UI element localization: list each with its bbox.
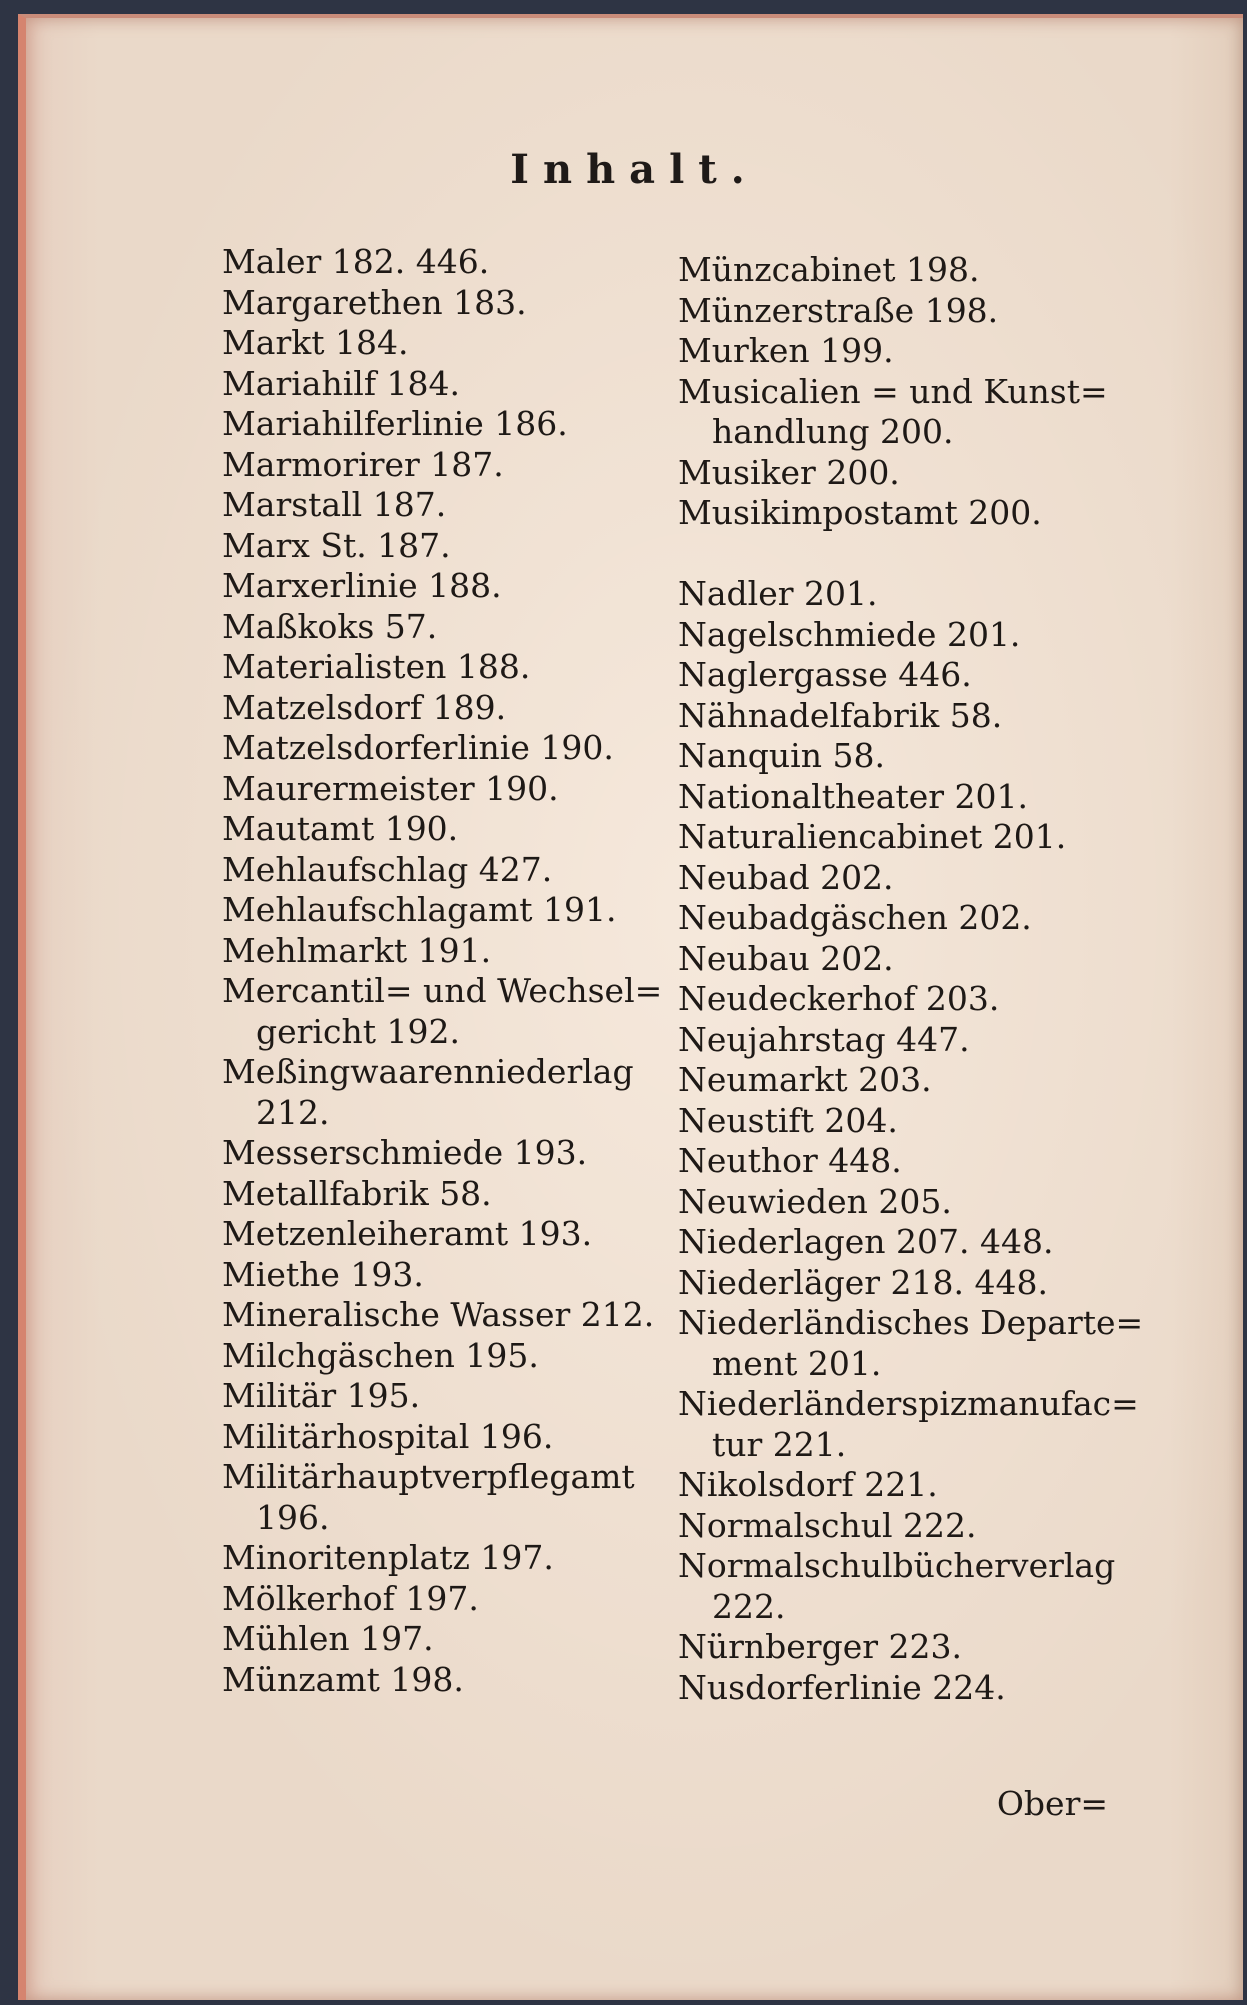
index-entry: Metzenleiheramt 193. xyxy=(222,1214,593,1253)
index-entry-continuation: 196. xyxy=(256,1497,330,1537)
index-column-left xyxy=(222,242,692,1700)
index-entry-continuation: ment 201. xyxy=(712,1343,882,1383)
index-entry: Milchgäschen 195. xyxy=(222,1335,539,1375)
index-entry: Nagelschmiede 201. xyxy=(678,614,1021,654)
index-entry: Mautamt 190. xyxy=(222,809,459,848)
index-entry: Mehlaufschlagamt 191. xyxy=(222,890,617,929)
index-entry: Maler 182. 446. xyxy=(222,242,490,281)
section-gap xyxy=(678,534,1148,575)
index-entry: Matzelsdorferlinie 190. xyxy=(222,728,614,767)
index-entry-continuation: 212. xyxy=(256,1092,330,1132)
index-entry: Normalschulbücherverlag xyxy=(678,1546,1116,1585)
index-entry: Murken 199. xyxy=(678,331,894,370)
index-entry: Nürnberger 223. xyxy=(678,1627,962,1666)
index-entry: Maßkoks 57. xyxy=(222,606,438,646)
index-entry-continuation: handlung 200. xyxy=(712,412,954,451)
index-entry: Marxerlinie 188. xyxy=(222,566,502,605)
index-entry: Metallfabrik 58. xyxy=(222,1173,492,1213)
index-entry: Nanquin 58. xyxy=(678,736,885,775)
index-entry: Niederläger 218. 448. xyxy=(678,1262,1048,1302)
index-entry: Musikimpostamt 200. xyxy=(678,493,1042,532)
index-entry: Neuthor 448. xyxy=(678,1141,902,1180)
index-entry: Marmorirer 187. xyxy=(222,444,504,484)
index-entry: Normalschul 222. xyxy=(678,1505,977,1545)
index-entry-continuation: gericht 192. xyxy=(256,1011,460,1051)
index-entry: Meßingwaarenniederlag xyxy=(222,1052,634,1091)
index-entry-continuation: 222. xyxy=(712,1586,786,1626)
index-entry: Niederlagen 207. 448. xyxy=(678,1222,1054,1261)
index-entry: Mehlmarkt 191. xyxy=(222,930,492,970)
index-entry: Neujahrstag 447. xyxy=(678,1019,970,1059)
index-entry: Naglergasse 446. xyxy=(678,655,972,694)
index-entry: Neuwieden 205. xyxy=(678,1181,952,1221)
index-entry: Niederländisches Departe= xyxy=(678,1303,1144,1342)
index-entry: Miethe 193. xyxy=(222,1254,424,1294)
index-entry: Materialisten 188. xyxy=(222,647,531,686)
index-entry: Neustift 204. xyxy=(678,1100,898,1140)
index-entry: Niederländerspizmanufac= xyxy=(678,1384,1139,1423)
index-entry: Nationaltheater 201. xyxy=(678,776,1028,816)
index-entry: Nikolsdorf 221. xyxy=(678,1465,938,1504)
index-entry: Musiker 200. xyxy=(678,452,900,492)
index-entry: Mölkerhof 197. xyxy=(222,1578,479,1618)
index-entry: Münzerstraße 198. xyxy=(678,290,999,330)
book-page xyxy=(18,14,1243,2000)
index-entry: Naturaliencabinet 201. xyxy=(678,817,1067,856)
catchword: Ober= xyxy=(996,1784,1108,1823)
page-heading: Inhalt. xyxy=(510,146,759,193)
index-entry-continuation: tur 221. xyxy=(712,1424,847,1464)
index-entry: Neumarkt 203. xyxy=(678,1060,932,1099)
index-entry: Nadler 201. xyxy=(678,574,878,613)
index-column-right xyxy=(678,250,1148,1708)
index-entry: Militär 195. xyxy=(222,1376,421,1415)
index-entry: Mehlaufschlag 427. xyxy=(222,849,553,889)
index-entry: Marx St. 187. xyxy=(222,525,451,565)
index-entry: Mariahilf 184. xyxy=(222,363,461,403)
index-entry: Markt 184. xyxy=(222,323,409,362)
index-entry: Minoritenplatz 197. xyxy=(222,1538,554,1577)
index-entry: Neudeckerhof 203. xyxy=(678,979,1000,1018)
index-entry: Münzamt 198. xyxy=(222,1659,464,1699)
index-entry: Neubadgäschen 202. xyxy=(678,898,1032,937)
index-entry: Musicalien = und Kunst= xyxy=(678,371,1108,411)
index-entry: Mineralische Wasser 212. xyxy=(222,1295,655,1334)
index-entry: Mühlen 197. xyxy=(222,1619,434,1658)
index-entry: Militärhauptverpflegamt xyxy=(222,1457,635,1496)
index-entry: Margarethen 183. xyxy=(222,282,527,322)
index-entry: Nusdorferlinie 224. xyxy=(678,1667,1006,1707)
index-entry: Messerschmiede 193. xyxy=(222,1133,588,1172)
index-entry: Neubau 202. xyxy=(678,938,894,978)
index-entry: Mercantil= und Wechsel= xyxy=(222,971,663,1010)
index-entry: Neubad 202. xyxy=(678,857,894,897)
index-entry: Marstall 187. xyxy=(222,485,447,524)
index-entry: Maurermeister 190. xyxy=(222,768,559,808)
index-entry: Münzcabinet 198. xyxy=(678,250,980,289)
index-entry: Nähnadelfabrik 58. xyxy=(678,695,1003,735)
index-entry: Mariahilferlinie 186. xyxy=(222,404,568,443)
index-entry: Matzelsdorf 189. xyxy=(222,687,507,727)
index-entry: Militärhospital 196. xyxy=(222,1416,554,1456)
